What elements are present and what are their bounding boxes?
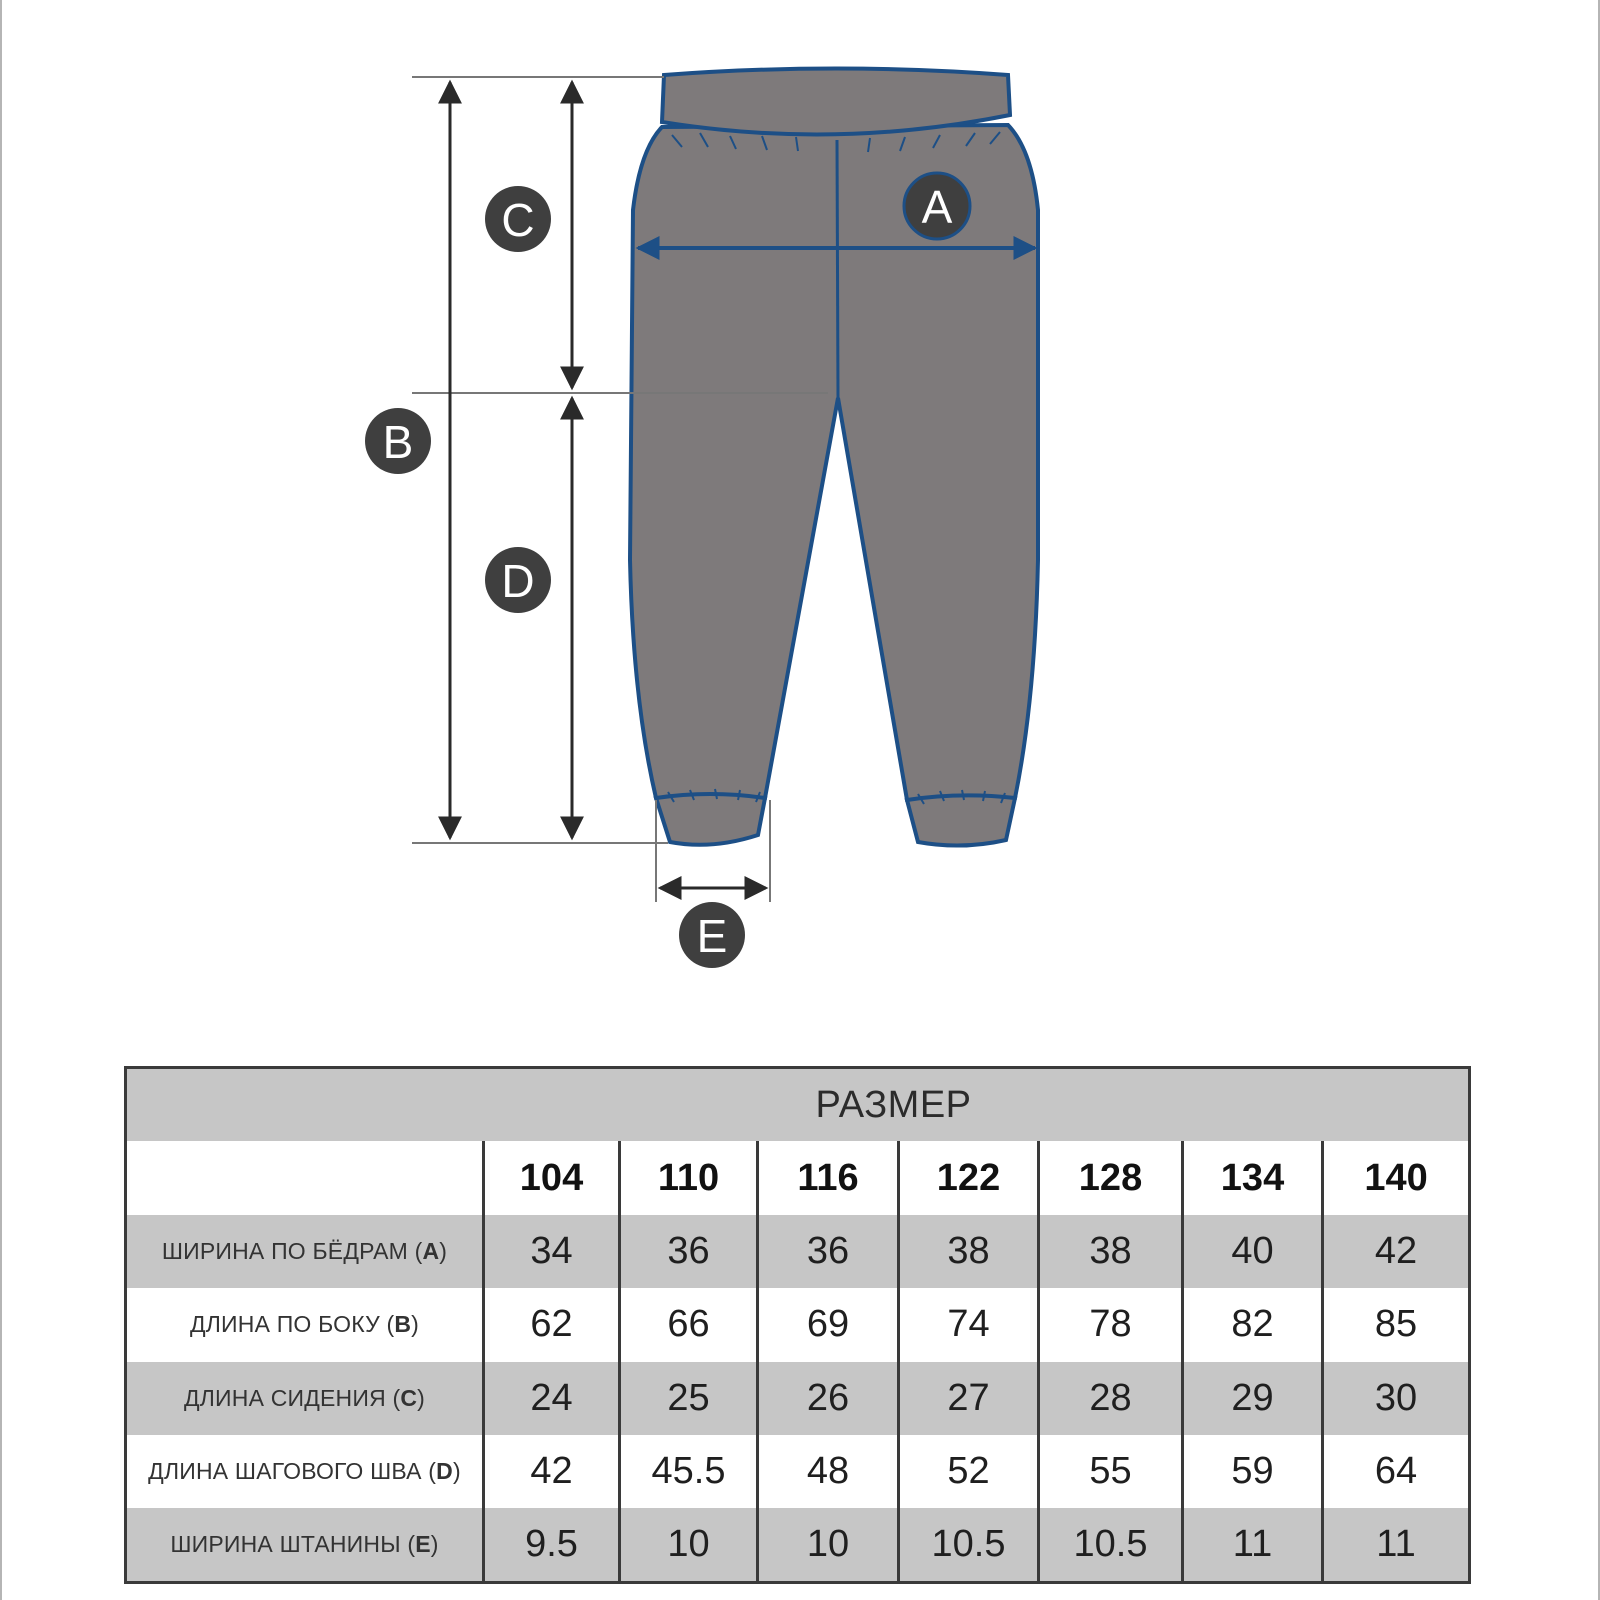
size-cell: 116 [758,1141,899,1215]
value-cell: 55 [1039,1435,1183,1508]
value-cell: 69 [758,1288,899,1361]
table-row-side-length [126,1288,1470,1361]
value-cell: 27 [899,1362,1039,1435]
row-label: ДЛИНА ШАГОВОГО ШВА (D) [126,1435,484,1508]
badge-a [904,173,970,239]
value-cell: 82 [1183,1288,1323,1361]
value-cell: 52 [899,1435,1039,1508]
row-label: ДЛИНА СИДЕНИЯ (C) [126,1362,484,1435]
value-cell: 66 [620,1288,758,1361]
row-label: ШИРИНА ПО БЁДРАМ (A) [126,1215,484,1288]
value-cell: 10 [758,1508,899,1583]
size-cell: 128 [1039,1141,1183,1215]
value-cell: 48 [758,1435,899,1508]
size-chart-table [124,1066,1471,1584]
value-cell: 36 [620,1215,758,1288]
value-cell: 25 [620,1362,758,1435]
left-cuff [656,794,765,845]
value-cell: 29 [1183,1362,1323,1435]
value-cell: 11 [1183,1508,1323,1583]
waistband [662,69,1010,135]
value-cell: 11 [1323,1508,1470,1583]
value-cell: 85 [1323,1288,1470,1361]
badge-c [485,186,551,252]
center-seam [837,140,838,398]
value-cell: 42 [1323,1215,1470,1288]
value-cell: 59 [1183,1435,1323,1508]
value-cell: 40 [1183,1215,1323,1288]
badge-a-label: A [921,181,953,233]
badge-c-label: C [501,194,535,246]
table-row-inseam-length [126,1435,1470,1508]
size-cell: 110 [620,1141,758,1215]
value-cell: 10.5 [1039,1508,1183,1583]
pants-illustration [630,69,1038,846]
badge-d-label: D [501,555,535,607]
value-cell: 64 [1323,1435,1470,1508]
badge-b [365,408,431,474]
value-cell: 62 [484,1288,620,1361]
empty-corner-cell [126,1141,484,1215]
value-cell: 30 [1323,1362,1470,1435]
value-cell: 36 [758,1215,899,1288]
value-cell: 38 [1039,1215,1183,1288]
value-cell: 38 [899,1215,1039,1288]
badge-e-label: E [696,910,728,962]
row-label: ДЛИНА ПО БОКУ (B) [126,1288,484,1361]
value-cell: 74 [899,1288,1039,1361]
pants-body [630,125,1038,800]
value-cell: 24 [484,1362,620,1435]
value-cell: 45.5 [620,1435,758,1508]
size-cell: 134 [1183,1141,1323,1215]
badge-b-label: B [382,416,414,468]
size-header: РАЗМЕР [126,1068,1470,1142]
table-header-row [126,1068,1470,1142]
size-cell: 140 [1323,1141,1470,1215]
row-label: ШИРИНА ШТАНИНЫ (E) [126,1508,484,1583]
value-cell: 34 [484,1215,620,1288]
value-cell: 10.5 [899,1508,1039,1583]
value-cell: 9.5 [484,1508,620,1583]
size-cell: 122 [899,1141,1039,1215]
value-cell: 26 [758,1362,899,1435]
size-cell: 104 [484,1141,620,1215]
value-cell: 10 [620,1508,758,1583]
value-cell: 28 [1039,1362,1183,1435]
table-row-hip-width [126,1215,1470,1288]
badge-d [485,547,551,613]
sizes-row [126,1141,1470,1215]
value-cell: 78 [1039,1288,1183,1361]
table-row-leg-width [126,1508,1470,1583]
badge-e [679,902,745,968]
table-row-rise-length [126,1362,1470,1435]
value-cell: 42 [484,1435,620,1508]
